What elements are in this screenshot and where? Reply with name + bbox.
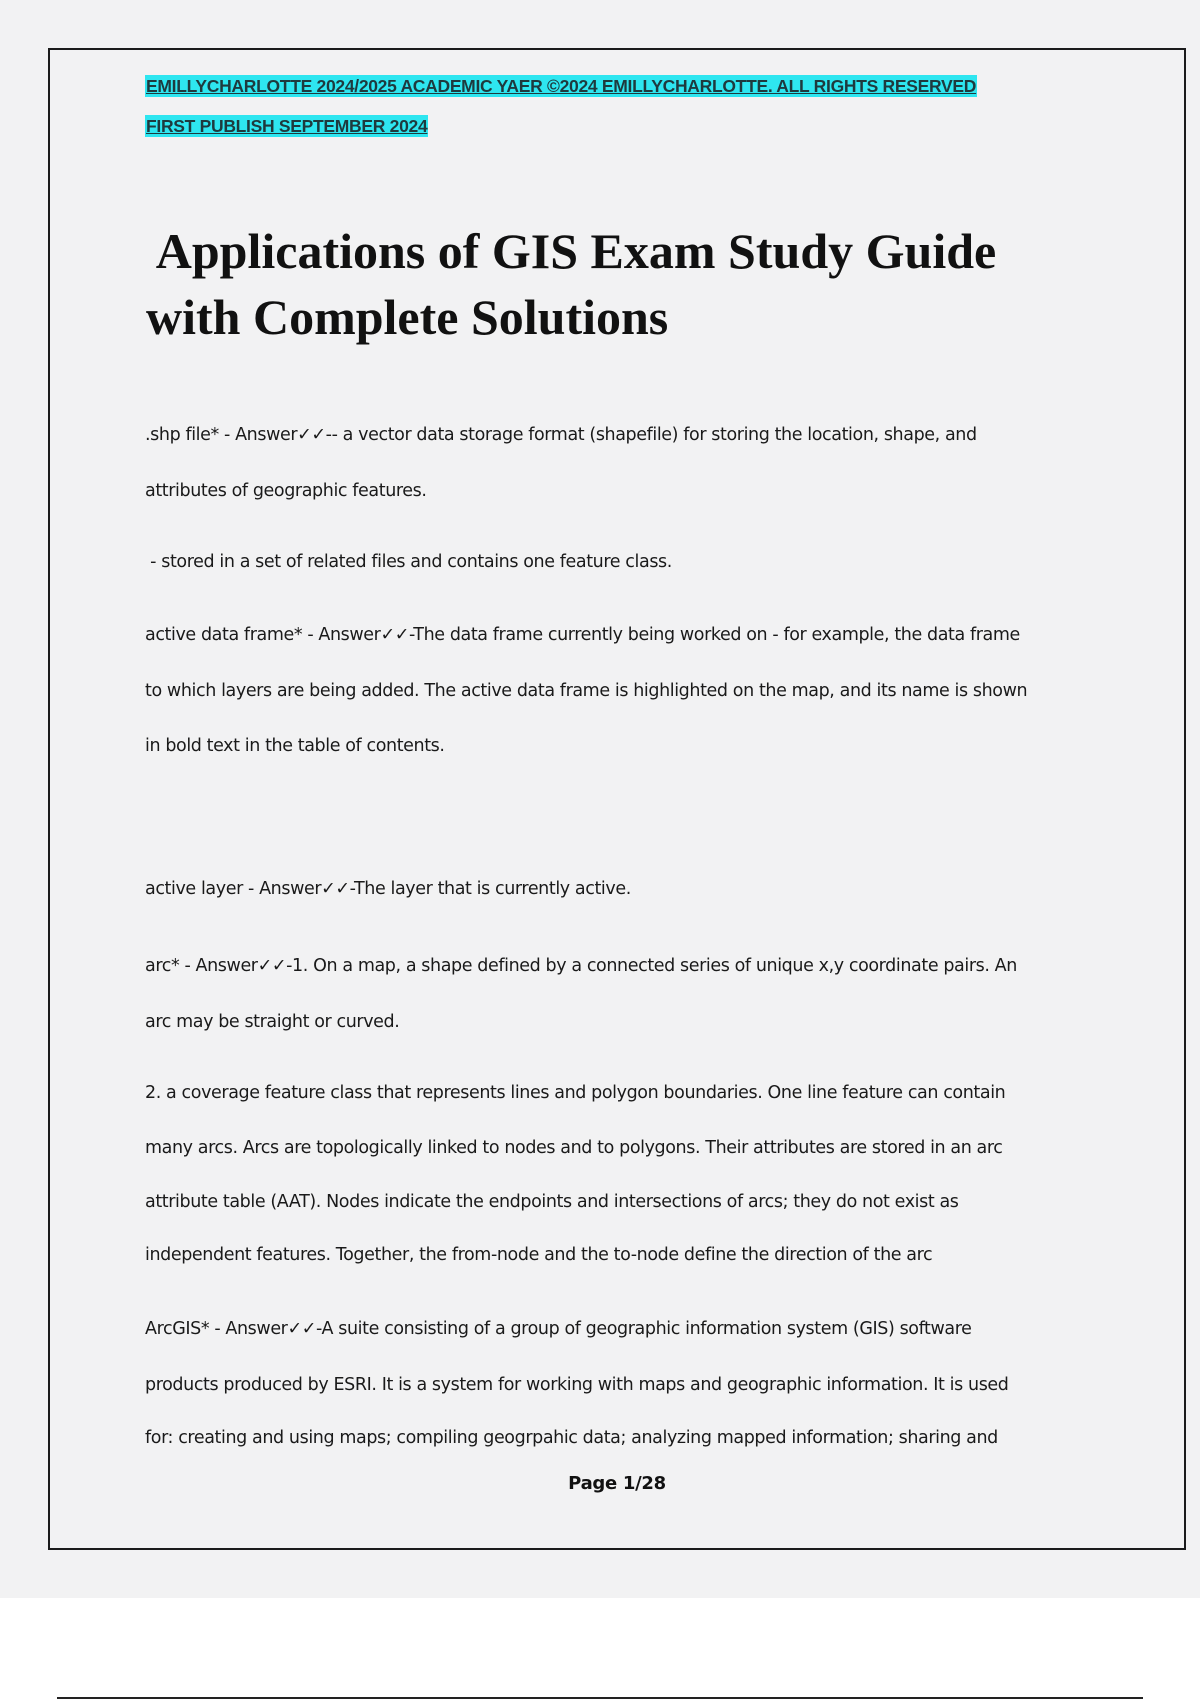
body-line: arc* - Answer✓✓-1. On a map, a shape defined by a connected series of unique x,y coordinate pairs. An [145,956,1017,976]
body-line: attribute table (AAT). Nodes indicate the endpoints and intersections of arcs; they do not exist as [145,1192,959,1212]
body-line: to which layers are being added. The active data frame is highlighted on the map, and its name is shown [145,681,1028,701]
body-line: many arcs. Arcs are topologically linked to nodes and to polygons. Their attributes are stored in an arc [145,1138,1003,1158]
title-line-2: with Complete Solutions [146,289,669,345]
next-page-divider [57,1697,1143,1699]
body-line: products produced by ESRI. It is a system for working with maps and geographic information. It is used [145,1375,1009,1395]
body-line: attributes of geographic features. [145,481,427,501]
body-line: 2. a coverage feature class that represents lines and polygon boundaries. One line feature can contain [145,1083,1006,1103]
title-line-1: Applications of GIS Exam Study Guide [146,223,997,279]
page-number: Page 1/28 [568,1473,666,1494]
body-line: ArcGIS* - Answer✓✓-A suite consisting of a group of geographic information system (GIS) software [145,1319,972,1339]
body-line: for: creating and using maps; compiling geogrpahic data; analyzing mapped information; sharing and [145,1428,998,1448]
body-line: independent features. Together, the from-node and the to-node define the direction of the arc [145,1245,933,1265]
body-line: arc may be straight or curved. [145,1012,400,1032]
body-line: active layer - Answer✓✓-The layer that is currently active. [145,879,631,899]
body-line: - stored in a set of related files and contains one feature class. [145,552,672,572]
body-line: active data frame* - Answer✓✓-The data frame currently being worked on - for example, the data frame [145,625,1020,645]
body-line: in bold text in the table of contents. [145,736,445,756]
body-line: .shp file* - Answer✓✓-- a vector data storage format (shapefile) for storing the location, shape, and [145,425,977,445]
document-title [146,218,1106,350]
copyright-header: EMILLYCHARLOTTE 2024/2025 ACADEMIC YAER ©2024 EMILLYCHARLOTTE. ALL RIGHTS RESERVED [146,76,977,96]
publish-date-header: FIRST PUBLISH SEPTEMBER 2024 [146,116,428,136]
